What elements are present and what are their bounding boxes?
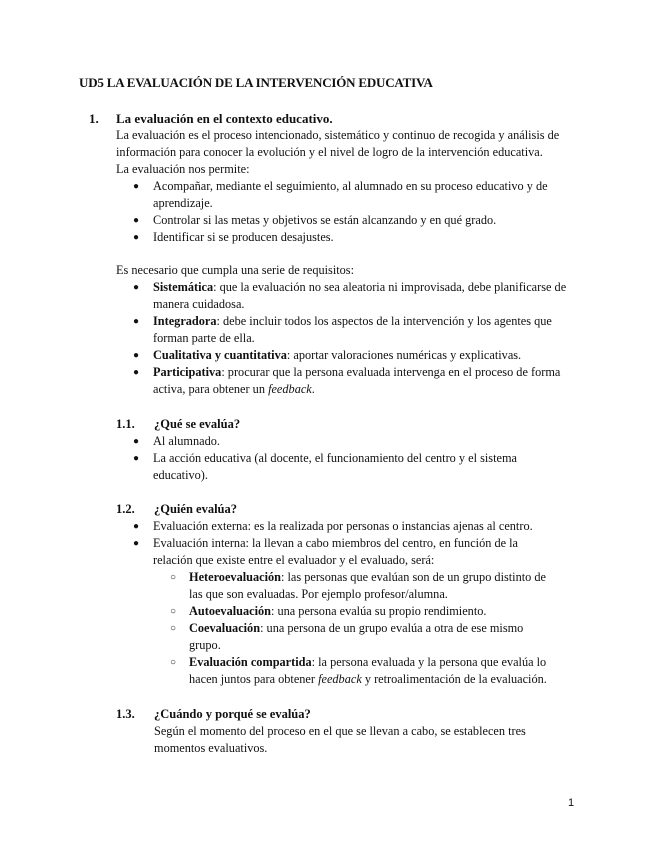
section-1-title: La evaluación en el contexto educativo. — [116, 111, 333, 126]
subsection-1-1-heading: 1.1. ¿Qué se evalúa? — [116, 417, 241, 431]
evaluated-list — [116, 433, 556, 484]
requirement-term: Integradora — [153, 314, 217, 328]
subsection-1-3-heading: 1.3. ¿Cuándo y porqué se evalúa? — [116, 707, 311, 721]
list-item — [116, 313, 584, 347]
requirement-term: Participativa — [153, 365, 222, 379]
list-item: ● Controlar si las metas y objetivos se están alcanzando y en qué grado. — [116, 212, 584, 229]
list-item: ○ Heteroevaluación: las personas que evalúan son de un grupo distinto de las que son evaluadas. Por ejemplo profesor/alumna. — [153, 569, 556, 603]
requirement-text: : procurar que la persona evaluada intervenga en el proceso de forma activa, para obtener un — [153, 365, 561, 396]
subsection-1-2-title: ¿Quién evalúa? — [154, 502, 237, 516]
requirement-text: : que la evaluación no sea aleatoria ni improvisada, debe planificarse de manera cuidadosa. — [153, 280, 567, 311]
list-item: ● La acción educativa (al docente, el funcionamiento del centro y el sistema educativo). — [116, 450, 556, 484]
requirements-list — [116, 279, 584, 398]
list-item: ● Participativa: procurar que la persona evaluada intervenga en el proceso de forma activa, para obtener un feedback. — [116, 364, 584, 398]
requirement-term: Sistemática — [153, 280, 214, 294]
permits-label: La evaluación nos permite: — [116, 162, 250, 176]
subsection-1-2 — [116, 501, 556, 688]
section-1-intro: La evaluación es el proceso intencionado, sistemático y continuo de recogida y análisis de información para conocer la evolución y el nivel de logro de la intervención educativa. — [116, 128, 560, 159]
internal-types-list — [153, 569, 556, 688]
requirements-label: Es necesario que cumpla una serie de requisitos: — [116, 263, 354, 277]
list-item: ○ Coevaluación: una persona de un grupo evalúa a otra de ese mismo grupo. — [153, 620, 556, 654]
requirement-term: Cualitativa y cuantitativa — [153, 348, 287, 362]
section-1 — [89, 110, 584, 398]
list-item — [116, 279, 584, 313]
list-item: ● Evaluación externa: es la realizada por personas o instancias ajenas al centro. — [116, 518, 556, 535]
subsection-1-3-text: Según el momento del proceso en el que se llevan a cabo, se establecen tres momentos evaluativos. — [154, 724, 526, 755]
evaluator-list — [116, 518, 556, 688]
permits-list — [116, 178, 584, 246]
subsection-1-1-title: ¿Qué se evalúa? — [154, 417, 241, 431]
list-item: ● Identificar si se producen desajustes. — [116, 229, 584, 246]
subsection-1-2-heading: 1.2. ¿Quién evalúa? — [116, 502, 237, 516]
feedback-word: feedback — [318, 672, 362, 686]
list-item: ● Acompañar, mediante el seguimiento, al alumnado en su proceso educativo y de aprendizaje. — [116, 178, 584, 212]
subsection-1-3 — [116, 706, 556, 757]
page-number: 1 — [568, 797, 575, 809]
list-item: ● Al alumnado. — [116, 433, 556, 450]
requirement-text: : debe incluir todos los aspectos de la intervención y los agentes que forman parte de ella. — [153, 314, 552, 345]
feedback-word: feedback — [268, 382, 312, 396]
list-item — [116, 347, 584, 364]
subsection-1-1 — [116, 416, 556, 484]
section-1-number: 1. — [89, 111, 99, 126]
document-title: UD5 LA EVALUACIÓN DE LA INTERVENCIÓN EDUCATIVA — [79, 75, 433, 90]
section-1-heading — [89, 110, 584, 127]
list-item: ● Evaluación interna: la llevan a cabo miembros del centro, en función de la relación que existe entre el evaluador y el evaluado, será: ○ Heteroevaluación: las personas que evalúan son de un grupo distinto de las que son evaluadas. Por ejemplo profesor/alumna. ○ Autoevaluación: una persona evalúa su propio rendimiento. ○ Coevaluación: una persona de un grupo evalúa a otra de ese mismo grupo. ○ Evaluación compartida: la persona evaluada y la persona que evalúa lo hacen juntos para obtener feedback y retroalimentación de la evaluación. — [116, 535, 556, 688]
list-item: ○ Evaluación compartida: la persona evaluada y la persona que evalúa lo hacen juntos para obtener feedback y retroalimentación de la evaluación. — [153, 654, 556, 688]
list-item: ○ Autoevaluación: una persona evalúa su propio rendimiento. — [153, 603, 556, 620]
requirement-text: : aportar valoraciones numéricas y explicativas. — [286, 348, 522, 362]
subsection-1-3-title: ¿Cuándo y porqué se evalúa? — [154, 707, 311, 721]
